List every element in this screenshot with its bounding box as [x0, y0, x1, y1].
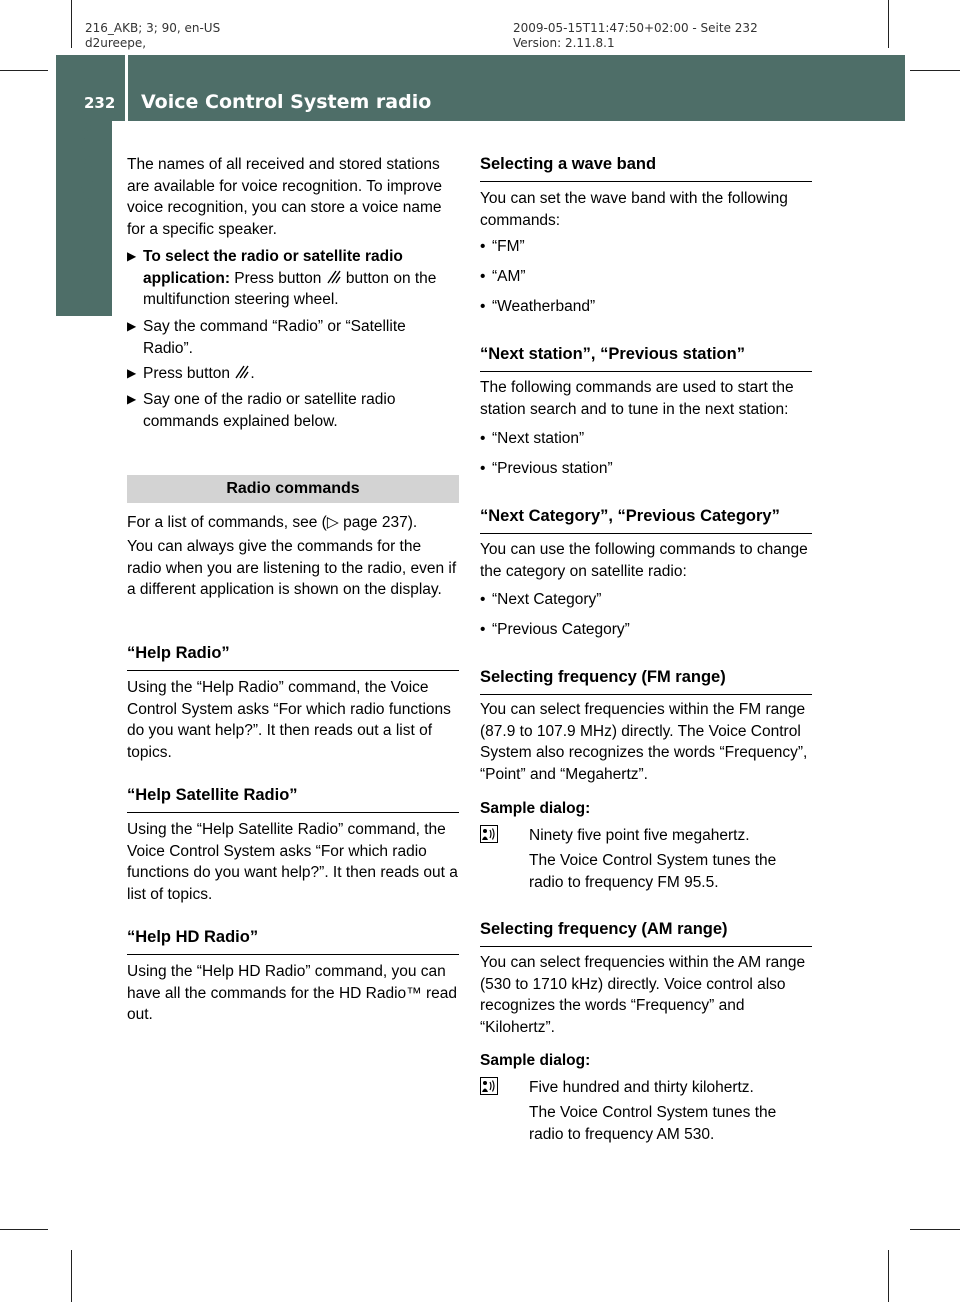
intro-paragraph: The names of all received and stored stations are available for voice recognition. To improve voice recognition, you can store a voice name for a specific speaker. [127, 156, 443, 238]
fm-sample-label: Sample dialog: [480, 800, 591, 817]
bullet-icon: • [480, 430, 486, 447]
help-hd-paragraph: Using the “Help HD Radio” command, you can have all the commands for the HD Radio™ read out. [127, 963, 457, 1023]
step-item: ▶ Press button . [127, 363, 459, 385]
fm-dialog-response: The Voice Control System tunes the radio to frequency FM 95.5. [529, 852, 777, 891]
am-sample-label: Sample dialog: [480, 1052, 591, 1069]
list-item: • “Previous station” [480, 458, 812, 480]
triangle-ref-icon: ▷ [326, 514, 339, 531]
help-radio-paragraph: Using the “Help Radio” command, the Voice Control System asks “For which radio functions do you want help?”. It then reads out a list of topics. [127, 679, 451, 761]
bullet-icon: • [480, 591, 486, 608]
heading-help-satellite: “Help Satellite Radio” [127, 785, 459, 813]
speaker-icon [480, 825, 498, 843]
heading-next-station: “Next station”, “Previous station” [480, 344, 812, 372]
print-meta-left: 216_AKB; 3; 90, en-US d2ureepe, [85, 21, 221, 50]
bullet-icon: • [480, 621, 486, 638]
wave-paragraph: You can set the wave band with the following commands: [480, 190, 788, 229]
section-band: Radio commands [127, 475, 459, 503]
am-dialog-response: The Voice Control System tunes the radio to frequency AM 530. [529, 1104, 777, 1143]
bullet-icon: • [480, 268, 486, 285]
arrow-right-icon: ▶ [127, 366, 137, 380]
see-reference: For a list of commands, see (▷ page 237). [127, 514, 418, 531]
print-meta-right: 2009-05-15T11:47:50+02:00 - Seite 232 Version: 2.11.8.1 [513, 21, 758, 50]
crop-mark [0, 1229, 48, 1230]
page-number: 232 [84, 94, 116, 112]
list-item: • “FM” [480, 236, 812, 258]
speaker-icon [480, 1077, 498, 1095]
crop-mark [888, 1250, 889, 1302]
list-item: • “Previous Category” [480, 619, 812, 641]
step-bold: To select the radio or satellite radio application: [143, 248, 403, 287]
bullet-icon: • [480, 460, 486, 477]
crop-mark [71, 0, 72, 48]
crop-mark [888, 0, 889, 48]
crop-mark [910, 70, 960, 71]
fm-dialog-say: Ninety five point five megahertz. [529, 827, 750, 844]
talk-button-icon [234, 364, 250, 380]
crop-mark [910, 1229, 960, 1230]
arrow-right-icon: ▶ [127, 319, 137, 333]
bullet-icon: • [480, 298, 486, 315]
list-item: • “AM” [480, 266, 812, 288]
header-divider [125, 55, 128, 121]
page-title: Voice Control System radio [141, 91, 432, 113]
fm-paragraph: You can select frequencies within the FM range (87.9 to 107.9 MHz) directly. The Voice Control System also recognizes the words “Frequency”, “Point” and “Megahertz”. [480, 701, 808, 783]
next-paragraph: The following commands are used to start the station search and to tune in the next station: [480, 379, 794, 418]
arrow-right-icon: ▶ [127, 392, 137, 406]
bullet-icon: • [480, 238, 486, 255]
list-item: • “Weatherband” [480, 296, 812, 318]
am-dialog-say: Five hundred and thirty kilohertz. [529, 1079, 754, 1096]
list-item: • “Next station” [480, 428, 812, 450]
heading-next-category: “Next Category”, “Previous Category” [480, 506, 812, 534]
crop-mark [71, 1250, 72, 1302]
heading-wave-band: Selecting a wave band [480, 154, 812, 182]
arrow-right-icon: ▶ [127, 249, 137, 263]
always-paragraph: You can always give the commands for the radio when you are listening to the radio, even if a different application is shown on the display. [127, 538, 457, 598]
talk-button-icon [326, 269, 342, 285]
step-item: ▶ Say one of the radio or satellite radio commands explained below. [127, 391, 396, 430]
heading-am-range: Selecting frequency (AM range) [480, 919, 812, 947]
step-item: ▶ To select the radio or satellite radio application: Press button button on the multifunction steering wheel. [127, 248, 437, 308]
category-paragraph: You can use the following commands to change the category on satellite radio: [480, 541, 808, 580]
crop-mark [0, 70, 48, 71]
list-item: • “Next Category” [480, 589, 812, 611]
heading-help-hd: “Help HD Radio” [127, 927, 459, 955]
help-satellite-paragraph: Using the “Help Satellite Radio” command, the Voice Control System asks “For which radio functions do you want help?”. It then reads out a list of topics. [127, 821, 458, 903]
step-item: ▶ Say the command “Radio” or “Satellite Radio”. [127, 318, 406, 357]
am-paragraph: You can select frequencies within the AM range (530 to 1710 kHz) directly. Voice control also recognizes the words “Frequency” and “Kilohertz”. [480, 954, 806, 1036]
heading-fm-range: Selecting frequency (FM range) [480, 667, 812, 695]
heading-help-radio: “Help Radio” [127, 643, 459, 671]
